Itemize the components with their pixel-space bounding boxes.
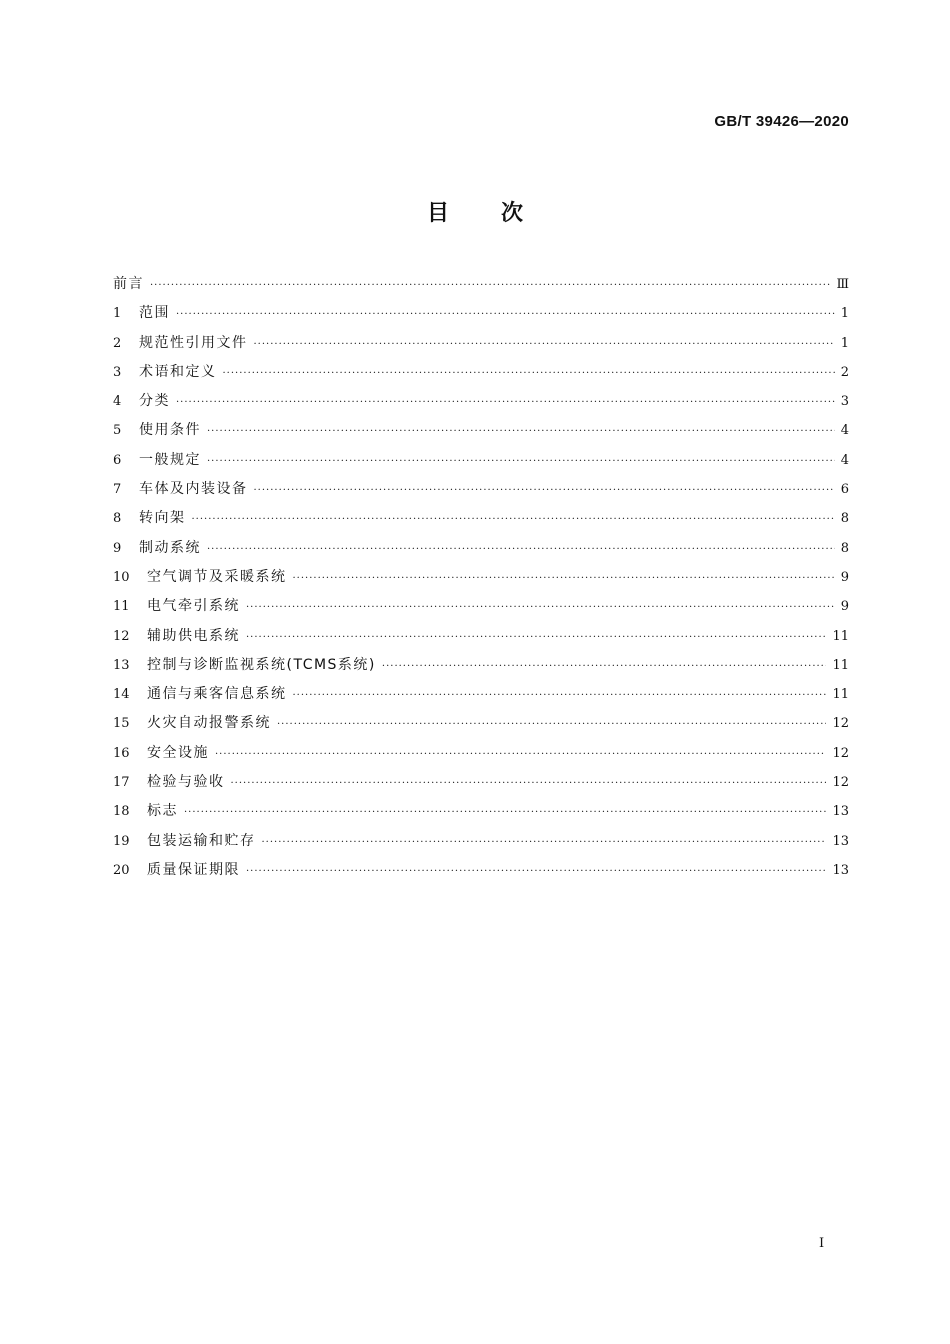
toc-entry-foreword[interactable]: [113, 273, 849, 302]
toc-entry-title: 控制与诊断监视系统(TCMS系统): [147, 656, 376, 673]
toc-entry-title: 一般规定: [139, 451, 201, 468]
toc-entry-number: 8: [113, 511, 122, 527]
toc-entry[interactable]: [113, 742, 849, 771]
toc-entry-number: 2: [113, 335, 122, 351]
toc-entry-page: 4: [840, 423, 849, 439]
toc-entry[interactable]: [113, 771, 849, 800]
toc-entry-title: 制动系统: [139, 539, 201, 556]
toc-entry-title: 标志: [147, 803, 178, 820]
toc-entry-page: 9: [840, 599, 849, 615]
toc-entry-title: 术语和定义: [139, 363, 217, 380]
dot-leader: [254, 486, 835, 496]
toc-entry[interactable]: [113, 830, 849, 859]
toc-entry-page: 12: [832, 716, 849, 732]
toc-entry[interactable]: [113, 800, 849, 829]
standard-code: GB/T 39426—2020: [714, 113, 849, 130]
toc-entry-page: 13: [832, 804, 849, 820]
dot-leader: [215, 750, 826, 760]
toc-entry-page: 11: [832, 687, 849, 703]
toc-entry-number: 16: [113, 745, 130, 761]
toc-entry-page: 1: [840, 335, 849, 351]
toc-entry-page: 8: [840, 511, 849, 527]
toc-entry-page: 4: [840, 452, 849, 468]
toc-entry-number: 10: [113, 569, 130, 585]
toc-entry[interactable]: [113, 566, 849, 595]
toc-entry-title: 火灾自动报警系统: [147, 715, 271, 732]
dot-leader: [246, 603, 835, 613]
toc-entry[interactable]: [113, 390, 849, 419]
toc-entry[interactable]: [113, 537, 849, 566]
toc-entry[interactable]: [113, 507, 849, 536]
toc-entry-title: 空气调节及采暖系统: [147, 568, 287, 585]
toc-entry[interactable]: [113, 712, 849, 741]
page-folio: I: [819, 1236, 825, 1251]
dot-leader: [262, 838, 827, 848]
toc-entry-title: 检验与验收: [147, 774, 225, 791]
dot-leader: [207, 457, 835, 467]
toc-entry-title: 转向架: [139, 510, 186, 527]
toc-entry-page: 1: [840, 306, 849, 322]
toc-entry-title: 安全设施: [147, 744, 209, 761]
dot-leader: [231, 779, 827, 789]
dot-leader: [293, 691, 827, 701]
dot-leader: [223, 369, 835, 379]
toc-entry-number: 19: [113, 833, 130, 849]
toc-entry-title: 前言: [113, 276, 144, 292]
toc-entry-number: 13: [113, 657, 130, 673]
toc-entry[interactable]: [113, 302, 849, 331]
toc-entry-title: 包装运输和贮存: [147, 832, 256, 849]
dot-leader: [254, 340, 835, 350]
toc-entry-page: 6: [840, 482, 849, 498]
toc-entry[interactable]: [113, 625, 849, 654]
toc-entry-number: 4: [113, 394, 122, 410]
toc-entry[interactable]: [113, 419, 849, 448]
dot-leader: [184, 808, 826, 818]
toc-entry-page: 12: [832, 775, 849, 791]
dot-leader: [192, 515, 835, 525]
dot-leader: [176, 310, 835, 320]
toc-entry[interactable]: [113, 859, 849, 888]
toc-entry[interactable]: [113, 683, 849, 712]
toc-entry-number: 14: [113, 687, 130, 703]
toc-entry-number: 18: [113, 804, 130, 820]
toc-entry-number: 1: [113, 306, 122, 322]
toc-entry-page: 13: [832, 862, 849, 878]
toc-entry-title: 范围: [139, 305, 170, 322]
toc-entry-title: 规范性引用文件: [139, 334, 248, 351]
toc-entry-title: 通信与乘客信息系统: [147, 686, 287, 703]
dot-leader: [382, 662, 827, 672]
dot-leader: [150, 281, 830, 291]
toc-entry-number: 3: [113, 364, 122, 380]
toc-entry[interactable]: [113, 449, 849, 478]
dot-leader: [207, 545, 835, 555]
toc-entry-number: 11: [113, 599, 130, 615]
toc-entry-page: 9: [840, 569, 849, 585]
toc-entry-number: 7: [113, 482, 122, 498]
toc-entry[interactable]: [113, 361, 849, 390]
toc-entry-page: 11: [832, 657, 849, 673]
toc-entry-page: 11: [832, 628, 849, 644]
toc-entry-page: Ⅲ: [836, 277, 849, 292]
toc-entry-page: 2: [840, 364, 849, 380]
toc-entry[interactable]: [113, 332, 849, 361]
toc-entry-number: 20: [113, 862, 130, 878]
dot-leader: [176, 398, 835, 408]
toc-entry-number: 5: [113, 423, 122, 439]
toc-entry-page: 8: [840, 540, 849, 556]
toc-entry[interactable]: [113, 478, 849, 507]
dot-leader: [246, 633, 826, 643]
page-title: 目次: [426, 201, 575, 226]
dot-leader: [277, 720, 826, 730]
toc-entry-title: 辅助供电系统: [147, 627, 240, 644]
toc-entry-number: 15: [113, 716, 130, 732]
dot-leader: [293, 574, 835, 584]
toc-entry-title: 车体及内装设备: [139, 481, 248, 498]
toc-entry-page: 12: [832, 745, 849, 761]
toc-entry-number: 9: [113, 540, 122, 556]
dot-leader: [207, 427, 835, 437]
dot-leader: [246, 867, 826, 877]
toc-entry-number: 17: [113, 775, 130, 791]
toc-entry-number: 12: [113, 628, 130, 644]
toc-entry-page: 3: [840, 394, 849, 410]
toc-entry[interactable]: [113, 595, 849, 624]
table-of-contents: [113, 273, 849, 888]
toc-entry-title: 分类: [139, 393, 170, 410]
toc-entry-title: 使用条件: [139, 422, 201, 439]
toc-entry-number: 6: [113, 452, 122, 468]
toc-entry-title: 电气牵引系统: [147, 598, 240, 615]
toc-entry-title: 质量保证期限: [147, 861, 240, 878]
toc-entry[interactable]: [113, 654, 849, 683]
toc-entry-page: 13: [832, 833, 849, 849]
